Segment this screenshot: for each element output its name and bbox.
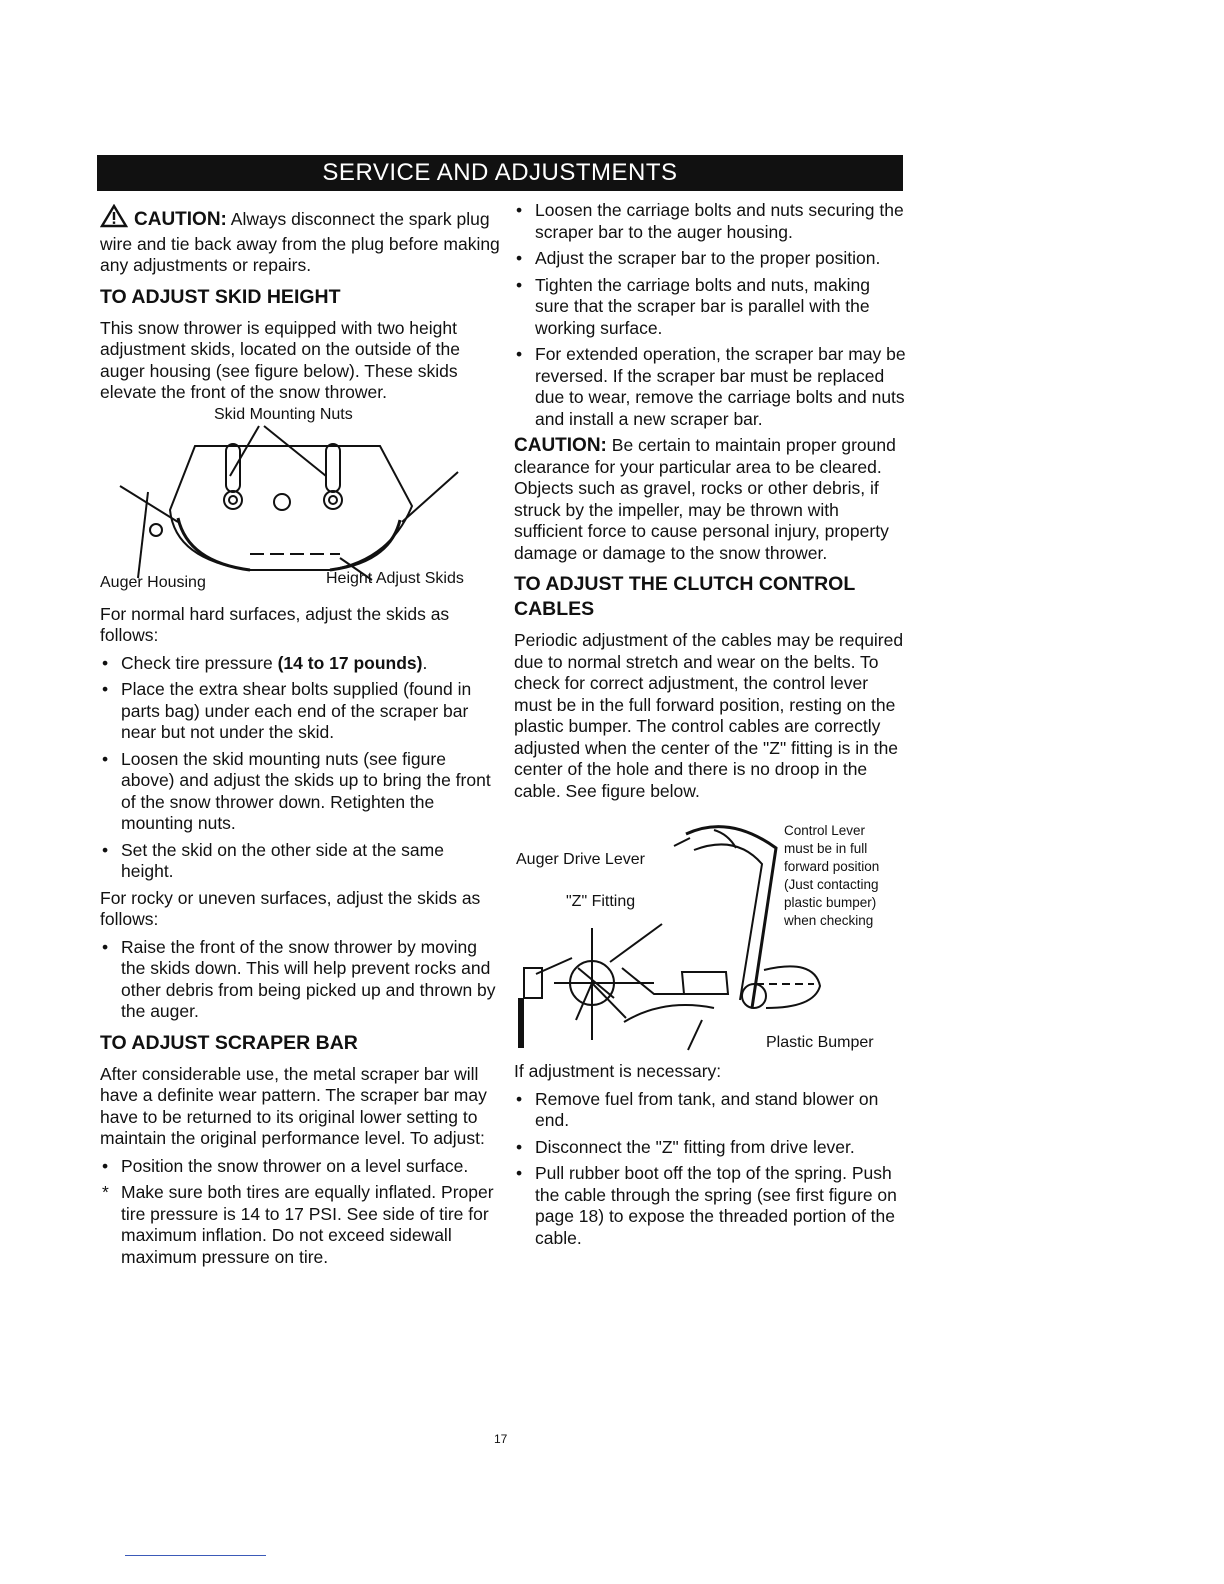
warning-triangle-icon: [100, 204, 128, 234]
label-control-lever: [784, 822, 879, 930]
skid-diagram: [100, 410, 490, 596]
rocky-surfaces-intro: For rocky or uneven surfaces, adjust the skids as follows:: [100, 887, 481, 929]
list-item: * Make sure both tires are equally inflated. Proper tire pressure is 14 to 17 PSI. See side of tire for maximum inflation. Do not exceed sidewall maximum pressure on tire.: [100, 1182, 500, 1268]
clutch-steps: [514, 1089, 906, 1250]
skid-intro: This snow thrower is equipped with two height adjustment skids, located on the outside of the auger housing (see figure below). These skids elevate the front of the snow thrower.: [100, 317, 460, 402]
list-item: • Check tire pressure (14 to 17 pounds).: [100, 653, 500, 675]
scraper-intro: After considerable use, the metal scraper bar will have a definite wear pattern. The scraper bar may have to be returned to its original lower setting to maintain the original performance level. To adjust:: [100, 1063, 487, 1148]
label-plastic-bumper: Plastic Bumper: [766, 1034, 874, 1051]
list-item: • Remove fuel from tank, and stand blower on end.: [514, 1089, 906, 1132]
page-number: 17: [494, 1432, 508, 1446]
list-item: • Pull rubber boot off the top of the spring. Push the cable through the spring (see first figure on page 18) to expose the threaded portion of the cable.: [514, 1163, 906, 1249]
control-lever-line: (Just contacting: [784, 877, 879, 892]
caution-label: CAUTION:: [514, 435, 607, 456]
label-z-fitting: "Z" Fitting: [566, 893, 636, 910]
section-banner: SERVICE AND ADJUSTMENTS: [97, 155, 903, 191]
caution-label: CAUTION:: [134, 209, 227, 230]
list-item: • Raise the front of the snow thrower by moving the skids down. This will help prevent rocks and other debris from being picked up and thrown by the auger.: [100, 937, 500, 1023]
list-item: • Loosen the carriage bolts and nuts securing the scraper bar to the auger housing.: [514, 200, 906, 243]
caution-text: Always disconnect the spark plug wire and tie back away from the plug before making any adjustments or repairs.: [100, 209, 500, 275]
footer-rule: [125, 1555, 266, 1556]
scraper-steps-left: [100, 1156, 500, 1269]
list-item: • Tighten the carriage bolts and nuts, making sure that the scraper bar is parallel with the working surface.: [514, 275, 906, 340]
control-lever-line: forward position: [784, 859, 880, 874]
hard-surface-steps: [100, 653, 500, 883]
control-lever-line: Control Lever: [784, 823, 866, 838]
control-lever-line: when checking: [784, 913, 874, 928]
scraper-heading: TO ADJUST SCRAPER BAR: [100, 1031, 358, 1054]
skid-figure: [100, 405, 490, 596]
scraper-steps-right: [514, 200, 906, 430]
control-lever-line: plastic bumper): [784, 895, 877, 910]
label-skid-mounting-nuts: Skid Mounting Nuts: [214, 405, 353, 423]
list-item: • Disconnect the "Z" fitting from drive lever.: [514, 1137, 906, 1159]
clutch-figure: [514, 808, 906, 1053]
list-item: • Place the extra shear bolts supplied (found in parts bag) under each end of the scraper bar near but not under the skid.: [100, 679, 500, 744]
adjust-intro: If adjustment is necessary:: [514, 1061, 722, 1081]
label-height-adjust-skids: Height Adjust Skids: [326, 569, 464, 587]
list-item: • Set the skid on the other side at the same height.: [100, 840, 500, 883]
list-item: • Loosen the skid mounting nuts (see figure above) and adjust the skids up to bring the front of the snow thrower down. Retighten the mounting nuts.: [100, 749, 500, 835]
caution-text: Be certain to maintain proper ground clearance for your particular area to be cleared. Objects such as gravel, rocks or other debris, if struck by the impeller, may be thrown with sufficient force to cause personal injury, property damage or damage to the snow thrower.: [514, 435, 896, 563]
list-item: • Position the snow thrower on a level surface.: [100, 1156, 500, 1178]
right-column: [514, 200, 906, 1254]
label-auger-drive-lever: Auger Drive Lever: [516, 851, 645, 868]
left-column: [100, 204, 500, 1273]
hard-surfaces-intro: For normal hard surfaces, adjust the skids as follows:: [100, 603, 450, 645]
list-item: • For extended operation, the scraper bar may be reversed. If the scraper bar must be replaced due to wear, remove the carriage bolts and nuts and install a new scraper bar.: [514, 344, 906, 430]
list-item: • Adjust the scraper bar to the proper position.: [514, 248, 906, 270]
caution-paragraph-2: [514, 435, 906, 564]
caution-paragraph: [100, 204, 500, 277]
rocky-surface-steps: [100, 937, 500, 1023]
clutch-heading: TO ADJUST THE CLUTCH CONTROL CABLES: [514, 573, 855, 620]
label-auger-housing: Auger Housing: [100, 573, 206, 591]
control-lever-line: must be in full: [784, 841, 868, 856]
clutch-intro: Periodic adjustment of the cables may be required due to normal stretch and wear on the belts. To check for correct adjustment, the control lever must be in the full forward position, resting on the plastic bumper. The control cables are correctly adjusted when the center of the "Z" fitting is in the center of the hole and there is no droop in the cable. See figure below.: [514, 630, 904, 801]
skid-heading: TO ADJUST SKID HEIGHT: [100, 285, 341, 308]
